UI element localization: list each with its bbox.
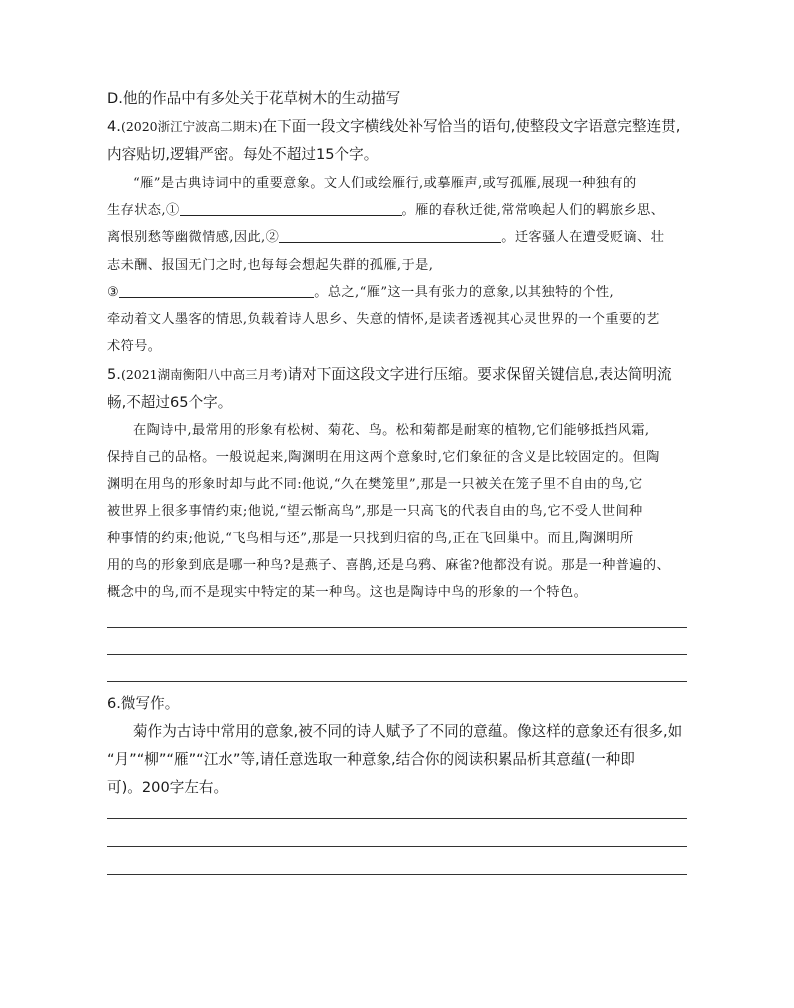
q4-passage-line5: ③ 。总之,“雁”这一具有张力的意象,以其独特的个性, [107,285,615,300]
q5-answer-line[interactable] [107,681,687,682]
question-5-line1 [107,365,672,385]
q4-passage-line2: 生存状态,① 。雁的春秋迁徙,常常唤起人们的羁旅乡思、 [107,203,665,218]
answer-blank-3[interactable] [119,283,314,298]
q4-passage-line4: 志未酬、报国无门之时,也每每会想起失群的孤雁,于是, [107,258,434,273]
question-4-number: 4. [107,118,121,135]
q6-body-line: “月”“柳”“雁”“江水”等,请任意选取一种意象,结合你的阅读积累品析其意蕴(一种即 [107,751,635,768]
q6-answer-line[interactable] [107,818,687,819]
q4-passage-line7: 术符号。 [107,339,162,354]
q6-body-line: 可)。200字左右。 [107,779,229,796]
q5-passage-line: 概念中的鸟,而不是现实中特定的某一种鸟。这也是陶诗中鸟的形象的一个特色。 [107,585,588,600]
question-4-prompt-line2: 内容贴切,逻辑严密。每处不超过15个字。 [107,146,379,163]
blank-marker-3: ③ [107,285,120,300]
question-5-source: (2021湖南衡阳八中高三月考) [120,367,288,382]
question-6-title: 6.微写作。 [107,695,180,712]
option-d: D.他的作品中有多处关于花草树木的生动描写 [107,90,401,107]
q5-passage-line: 种事情的约束;他说,“飞鸟相与还”,那是一只找到归宿的鸟,正在飞回巢中。而且,陶渊明所 [107,531,634,546]
q6-answer-line[interactable] [107,874,687,875]
blank-marker-1: ① [165,203,180,218]
q5-answer-line[interactable] [107,627,687,628]
q5-passage-line: 在陶诗中,最常用的形象有松树、菊花、鸟。松和菊都是耐寒的植物,它们能够抵挡风霜, [133,423,650,438]
q5-passage-line: 保持自己的品格。一般说起来,陶渊明在用这两个意象时,它们象征的含义是比较固定的。但陶 [107,450,660,465]
q4-passage-line1: “雁”是古典诗词中的重要意象。文人们或绘雁行,或摹雁声,或写孤雁,展现一种独有的 [133,176,637,191]
question-4-source: (2020浙江宁波高二期末) [120,119,263,134]
question-5-prompt-line2: 畅,不超过65个字。 [107,394,233,411]
answer-blank-1[interactable] [180,201,402,216]
q6-body-line: 菊作为古诗中常用的意象,被不同的诗人赋予了不同的意蕴。像这样的意象还有很多,如 [133,723,683,740]
answer-blank-2[interactable] [279,228,501,243]
q4-passage-line6: 牵动着文人墨客的情思,负载着诗人思乡、失意的情怀,是读者透视其心灵世界的一个重要的艺 [107,312,660,327]
question-4-prompt: 在下面一段文字横线处补写恰当的语句,使整段文字语意完整连贯, [262,118,681,135]
question-5-prompt: 请对下面这段文字进行压缩。要求保留关键信息,表达简明流 [287,366,672,383]
blank-marker-2: ② [265,230,280,245]
question-5-number: 5. [107,366,121,383]
q5-passage-line: 渊明在用鸟的形象时却与此不同:他说,“久在樊笼里”,那是一只被关在笼子里不自由的鸟,它 [107,477,643,492]
q4-passage-line3: 离恨别愁等幽微情感,因此,② 。迁客骚人在遭受贬谪、壮 [107,230,665,245]
q5-answer-line[interactable] [107,654,687,655]
question-4-line1 [107,117,680,137]
q5-passage-line: 被世界上很多事情约束;他说,“望云惭高鸟”,那是一只高飞的代表自由的鸟,它不受人世间种 [107,504,643,519]
q6-answer-line[interactable] [107,846,687,847]
q5-passage-line: 用的鸟的形象到底是哪一种鸟?是燕子、喜鹊,还是乌鸦、麻雀?他都没有说。那是一种普遍的、 [107,558,671,573]
